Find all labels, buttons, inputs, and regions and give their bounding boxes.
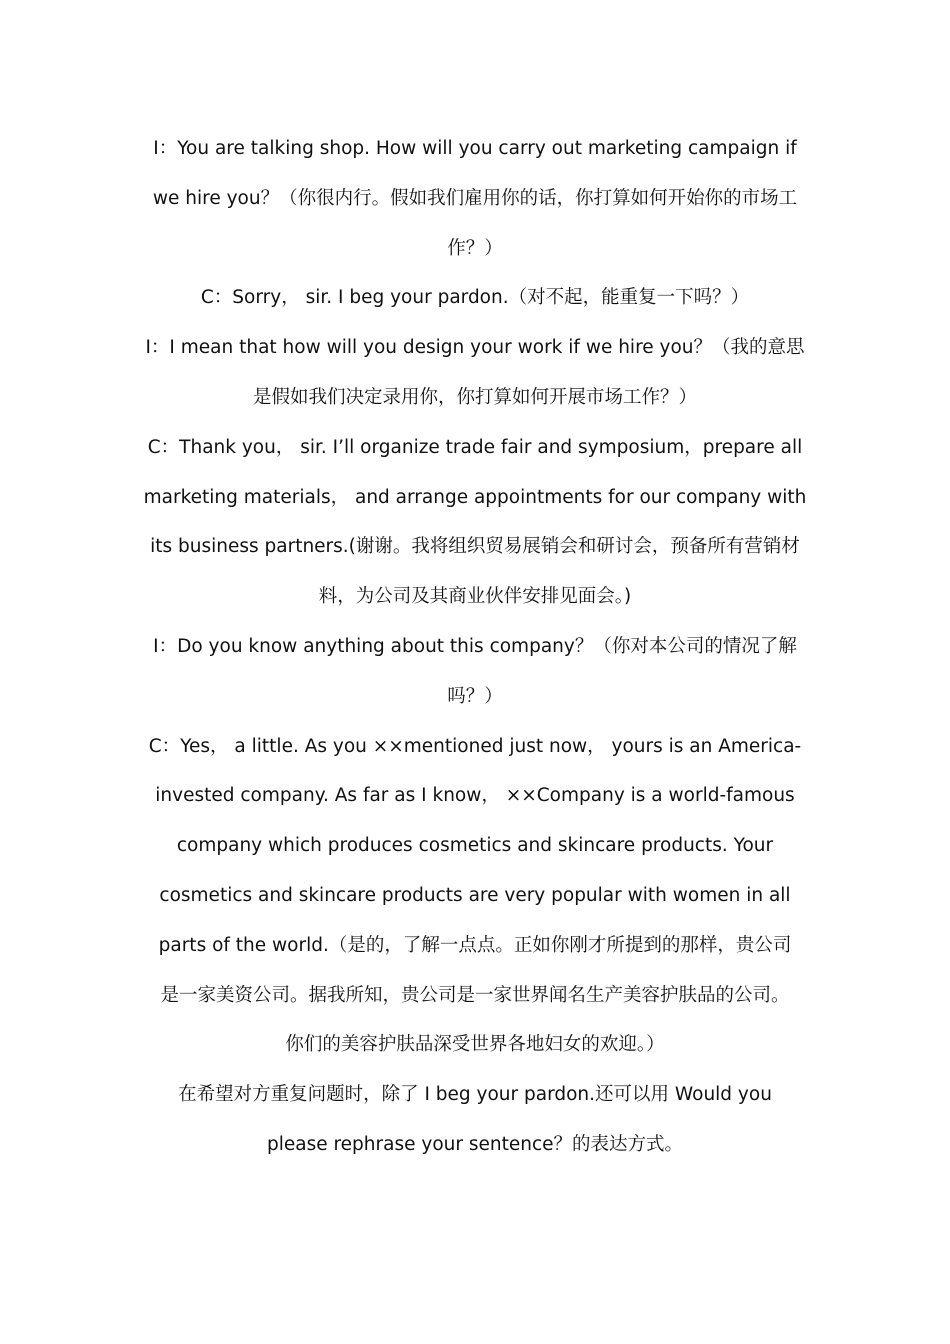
text-line: C：Yes， a little. As you ××mentioned just now， yours is an America- xyxy=(148,735,802,757)
text-line: 是一家美资公司。据我所知，贵公司是一家世界闻名生产美容护肤品的公司。 xyxy=(160,984,790,1006)
paragraph-candidate-reply-1 xyxy=(140,273,810,323)
text-line: invested company. As far as I know， ××Company is a world-famous xyxy=(155,785,795,807)
text-line: 作？） xyxy=(447,237,503,259)
text-line: 你们的美容护肤品深受世界各地妇女的欢迎。） xyxy=(285,1034,665,1056)
text-line: I：You are talking shop. How will you carry out marketing campaign if xyxy=(153,138,797,159)
text-line: 在希望对方重复问题时，除了 I beg your pardon.还可以用 Would you xyxy=(178,1084,772,1106)
text-line: 料，为公司及其商业伙伴安排见面会。) xyxy=(318,586,632,608)
document-body xyxy=(140,124,810,1170)
text-line: 吗？） xyxy=(447,685,503,707)
text-line: I：Do you know anything about this company？（你对本公司的情况了解 xyxy=(153,635,797,657)
paragraph-interviewer-question-1 xyxy=(140,124,810,273)
paragraph-candidate-reply-2 xyxy=(140,423,810,622)
text-line: parts of the world.（是的，了解一点点。正如你刚才所提到的那样，贵公司 xyxy=(158,934,792,956)
text-line: I：I mean that how will you design your work if we hire you？（我的意思 xyxy=(145,337,805,359)
text-line: cosmetics and skincare products are very popular with women in all xyxy=(159,884,791,906)
text-line: 是假如我们决定录用你，你打算如何开展市场工作？） xyxy=(252,386,697,408)
text-line: please rephrase your sentence？的表达方式。 xyxy=(266,1133,684,1155)
text-line: C：Sorry， sir. I beg your pardon.（对不起，能重复一下吗？） xyxy=(200,287,750,309)
paragraph-candidate-reply-3 xyxy=(140,722,810,1071)
text-line: C：Thank you， sir. I’ll organize trade fair and symposium，prepare all xyxy=(147,436,803,458)
text-line: we hire you？（你很内行。假如我们雇用你的话，你打算如何开始你的市场工 xyxy=(152,187,798,209)
text-line: company which produces cosmetics and skincare products. Your xyxy=(176,835,774,857)
text-line: its business partners.(谢谢。我将组织贸易展销会和研讨会，预备所有营销材 xyxy=(150,536,800,558)
text-line: marketing materials， and arrange appointments for our company with xyxy=(143,486,807,508)
paragraph-interviewer-question-3 xyxy=(140,622,810,722)
paragraph-tip-note xyxy=(140,1070,810,1170)
paragraph-interviewer-question-2 xyxy=(140,323,810,423)
